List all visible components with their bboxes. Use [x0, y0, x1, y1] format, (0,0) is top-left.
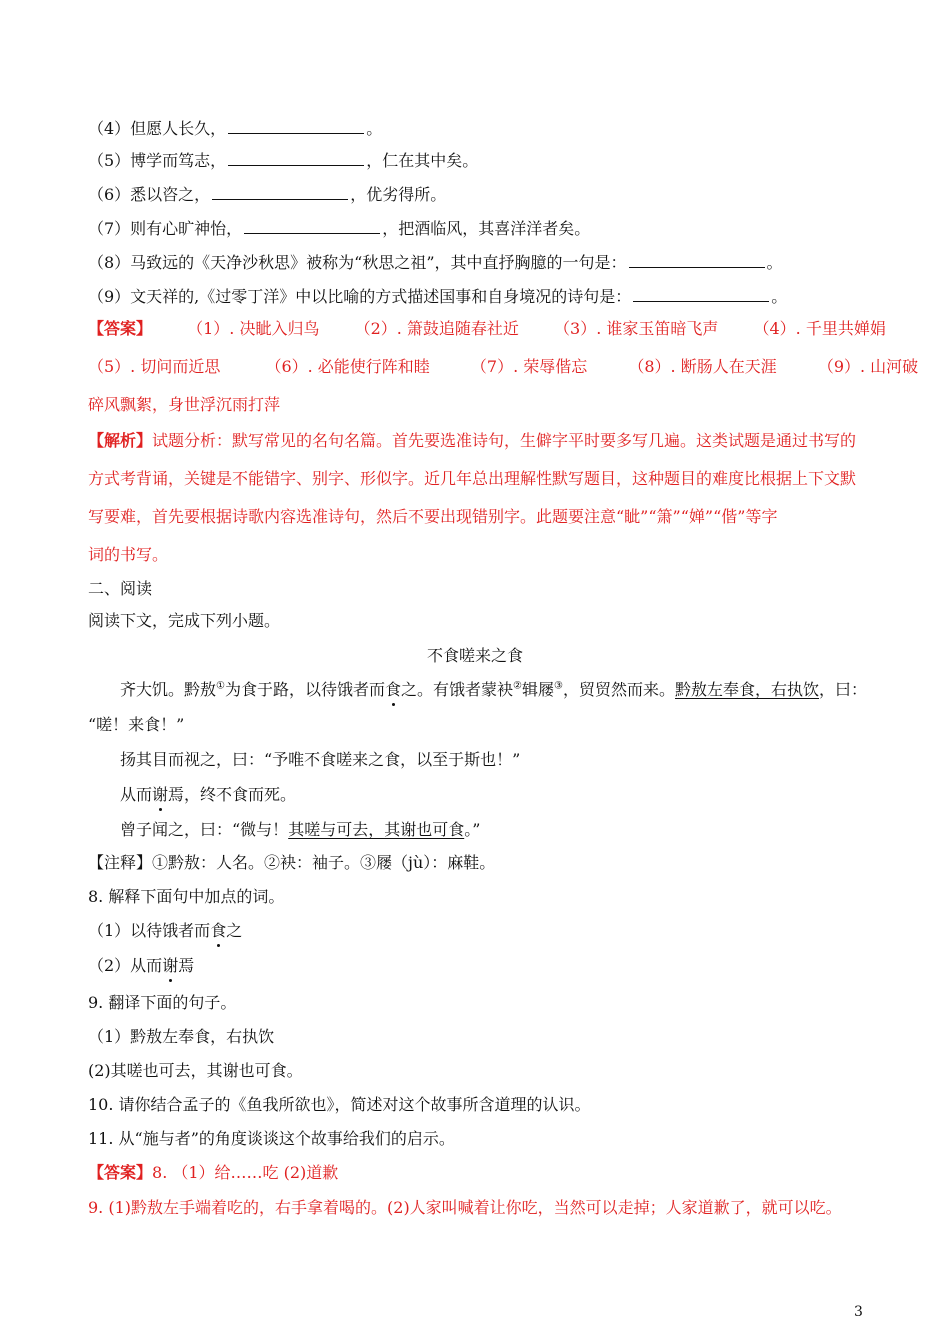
- question-text: 。: [771, 287, 788, 306]
- passage-text: ，曰：: [819, 680, 868, 699]
- question-text: （9）文天祥的,《过零丁洋》中以比喻的方式描述国事和自身境况的诗句是：: [88, 287, 632, 306]
- question-9-2: (2)其嗟也可去，其谢也可食。: [88, 1061, 303, 1080]
- question-9: 9. 翻译下面的句子。: [88, 993, 237, 1012]
- question-8-2: [88, 955, 868, 977]
- question-text: 之: [226, 921, 243, 940]
- answer-blank[interactable]: [633, 286, 769, 302]
- answer-blank[interactable]: [629, 252, 765, 268]
- dotted-word: 食: [210, 921, 227, 940]
- answer-item: （2）. 箫鼓追随春社近: [354, 319, 519, 338]
- answer-blank[interactable]: [212, 184, 348, 200]
- answer-text: 8. （1）给……吃 (2)道歉: [152, 1163, 339, 1182]
- answer-item: （7）. 荣辱偕忘: [470, 357, 588, 376]
- question-text: （7）则有心旷神怡，: [88, 219, 243, 238]
- question-text: ，优劣得所。: [350, 185, 447, 204]
- underlined-sentence: 其嗟与可去，其谢也可食: [288, 820, 465, 839]
- question-text: （8）马致远的《天净沙秋思》被称为“秋思之祖”，其中直抒胸臆的一句是：: [88, 253, 627, 272]
- passage-text: 之。有饿者蒙袂: [401, 680, 514, 699]
- answer-line-3: 碎风飘絮，身世浮沉雨打萍: [88, 395, 281, 414]
- analysis-line-2: 方式考背诵，关键是不能错字、别字、形似字。近几年总出理解性默写题目，这种题目的难度比根据上下文默: [88, 469, 857, 488]
- dotted-word: 谢: [162, 956, 179, 975]
- analysis-line-3: 写要难，首先要根据诗歌内容选准诗句，然后不要出现错别字。此题要注意“眦”“箫”“婵”“偕”等字: [88, 507, 778, 526]
- answer-item: （9）. 山河破: [817, 357, 919, 376]
- question-8-1: [88, 920, 868, 942]
- answer-item: （4）. 千里共婵娟: [753, 319, 886, 338]
- question-text: （2）从而: [88, 956, 163, 975]
- fill-in-question: [88, 218, 868, 240]
- answer-line-1: [88, 318, 886, 340]
- answer-blank[interactable]: [244, 218, 380, 234]
- footnote-mark: ①: [216, 680, 225, 692]
- question-text: （4）但愿人长久，: [88, 119, 227, 138]
- question-10: 10. 请你结合孟子的《鱼我所欲也》，简述对这个故事所含道理的认识。: [88, 1095, 591, 1114]
- answer-item: （3）. 谁家玉笛暗飞声: [554, 319, 719, 338]
- answer-item: （8）. 断肠人在天涯: [628, 357, 777, 376]
- question-9-1: （1）黔敖左奉食，右执饮: [88, 1027, 275, 1046]
- passage-text: 从而: [120, 785, 153, 804]
- passage-text: 为食于路，以待饿者而: [224, 680, 385, 699]
- fill-in-question: [88, 286, 868, 308]
- question-text: ，仁在其中矣。: [366, 151, 479, 170]
- passage-text: 齐大饥。黔敖: [120, 680, 217, 699]
- analysis-tag: 【解析】: [88, 431, 153, 450]
- question-text: 焉: [178, 956, 195, 975]
- fill-in-question: [88, 252, 868, 274]
- question-text: 。: [366, 119, 383, 138]
- analysis-text: 试题分析：默写常见的名句名篇。首先要选准诗句，生僻字平时要多写几遍。这类试题是通过书写的: [152, 431, 857, 450]
- answer-tag: 【答案】: [88, 319, 153, 338]
- answer-line-2: [88, 356, 919, 378]
- question-text: 。: [766, 253, 783, 272]
- answer-blank[interactable]: [228, 150, 364, 166]
- passage-text: 辑屦: [522, 680, 555, 699]
- answer-item: （1）. 决眦入归鸟: [187, 319, 320, 338]
- answer-9: 9. (1)黔敖左手端着吃的，右手拿着喝的。(2)人家叫喊着让你吃，当然可以走掉；人家道歉了，就可以吃。: [88, 1198, 842, 1217]
- annotation-note: 【注释】①黔敖：人名。②袂：袖子。③屦（jù）：麻鞋。: [88, 853, 496, 872]
- answer-tag: 【答案】: [88, 1163, 153, 1182]
- question-8: 8. 解释下面句中加点的词。: [88, 887, 285, 906]
- answer-blank[interactable]: [228, 118, 364, 134]
- passage-text: 焉，终不食而死。: [168, 785, 297, 804]
- answer-8: [88, 1162, 868, 1184]
- passage-text: ，贸贸然而来。: [562, 680, 675, 699]
- section-heading: 二、阅读: [88, 579, 153, 598]
- answer-item: （5）. 切问而近思: [88, 357, 221, 376]
- dotted-word: 食: [385, 680, 402, 699]
- footnote-mark: ②: [513, 680, 522, 692]
- fill-in-question: [88, 150, 868, 172]
- passage-paragraph-1: [120, 679, 900, 701]
- dotted-word: 谢: [152, 785, 169, 804]
- fill-in-question: [88, 184, 868, 206]
- question-11: 11. 从“施与者”的角度谈谈这个故事给我们的启示。: [88, 1129, 455, 1148]
- passage-text: 曾子闻之，曰：“微与！: [120, 820, 289, 839]
- analysis-line-1: [88, 430, 868, 452]
- underlined-sentence: 黔敖左奉食，右执饮: [675, 680, 820, 699]
- question-text: （6）悉以咨之，: [88, 185, 211, 204]
- answer-item: （6）. 必能使行阵和睦: [265, 357, 430, 376]
- passage-paragraph-3: [120, 784, 900, 806]
- question-text: （1）以待饿者而: [88, 921, 211, 940]
- fill-in-question: [88, 118, 868, 140]
- question-text: ，把酒临风，其喜洋洋者矣。: [382, 219, 591, 238]
- analysis-line-4: 词的书写。: [88, 545, 169, 564]
- passage-paragraph-4: [120, 819, 900, 841]
- passage-paragraph-2: 扬其目而视之，曰：“予唯不食嗟来之食，以至于斯也！”: [120, 750, 521, 769]
- instruction: 阅读下文，完成下列小题。: [88, 611, 281, 630]
- passage-text: 。”: [464, 820, 481, 839]
- passage-title: 不食嗟来之食: [426, 646, 523, 665]
- page-number: 3: [854, 1304, 863, 1320]
- question-text: （5）博学而笃志，: [88, 151, 227, 170]
- footnote-mark: ③: [554, 680, 563, 692]
- passage-paragraph-1-cont: “嗟！来食！”: [88, 715, 185, 734]
